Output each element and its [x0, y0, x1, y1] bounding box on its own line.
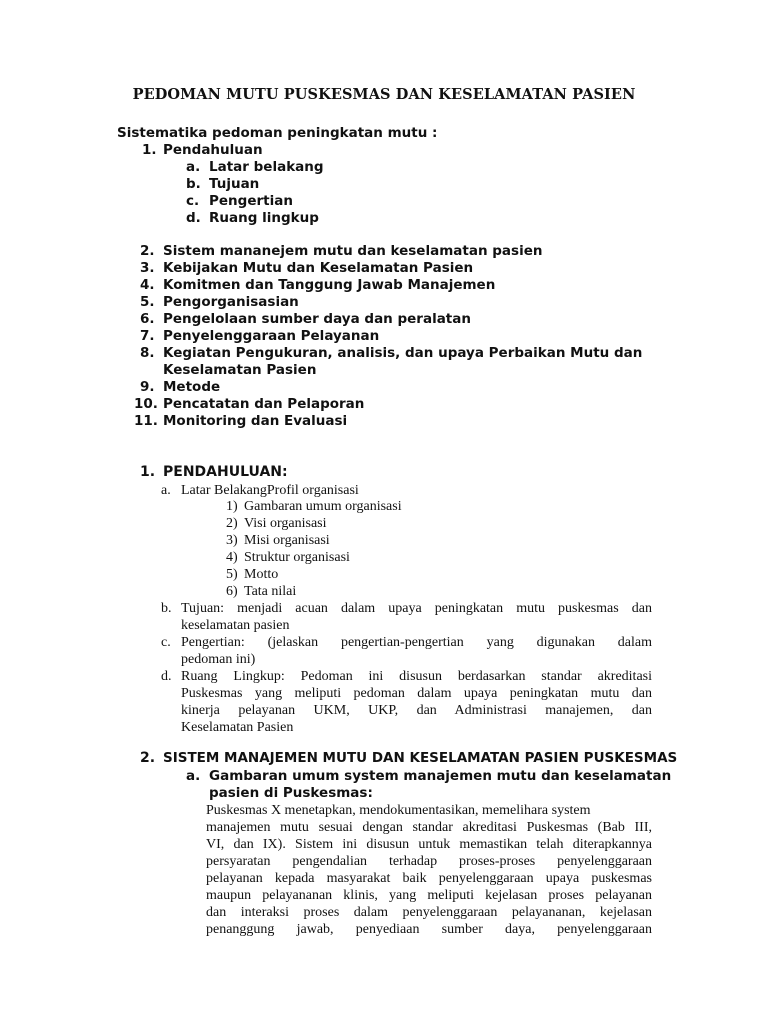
document-title: PEDOMAN MUTU PUSKESMAS DAN KESELAMATAN PASIEN [132, 86, 636, 103]
subsection-heading: pasien di Puskesmas: [209, 785, 373, 801]
outline-item: Ruang lingkup [209, 210, 319, 226]
outline-num: d. [186, 210, 201, 226]
sub-item: Visi organisasi [244, 516, 327, 531]
item-c-line: Pengertian: (jelaskan pengertian-pengertian yang digunakan dalam [181, 635, 652, 650]
outline-num: 7. [140, 328, 155, 344]
outline-num: 9. [140, 379, 155, 395]
outline-num: 2. [140, 243, 155, 259]
item-marker: d. [161, 669, 172, 684]
outline-num: 11. [134, 413, 158, 429]
item-d-line: kinerja pelayanan UKM, UKP, dan Administrasi manajemen, dan [181, 703, 652, 718]
paragraph-line: persyaratan pengendalian terhadap proses-proses penyelenggaraan [206, 854, 652, 869]
outline-item: Metode [163, 379, 221, 395]
outline-item: Pencatatan dan Pelaporan [163, 396, 365, 412]
outline-item: Komitmen dan Tanggung Jawab Manajemen [163, 277, 496, 293]
outline-num: 4. [140, 277, 155, 293]
subsection-heading: Gambaran umum system manajemen mutu dan keselamatan [209, 768, 672, 784]
sub-item: Gambaran umum organisasi [244, 499, 402, 514]
sub-item-num: 2) [226, 516, 238, 531]
sub-item-num: 4) [226, 550, 238, 565]
outline-item: Monitoring dan Evaluasi [163, 413, 348, 429]
paragraph-line: manajemen mutu sesuai dengan standar akreditasi Puskesmas (Bab III, [206, 820, 652, 835]
outline-item: Pendahuluan [163, 142, 263, 158]
outline-heading: Sistematika pedoman peningkatan mutu : [117, 125, 438, 141]
paragraph-line: dan interaksi proses dalam penyelenggaraan pelayananan, kejelasan [206, 905, 652, 920]
outline-item: Sistem mananejem mutu dan keselamatan pasien [163, 243, 543, 259]
paragraph-line: Puskesmas X menetapkan, mendokumentasikan, memelihara system [206, 803, 591, 818]
outline-num: 6. [140, 311, 155, 327]
sub-item: Misi organisasi [244, 533, 330, 548]
outline-num: 10. [134, 396, 158, 412]
sub-item-num: 5) [226, 567, 238, 582]
item-d-line: Ruang Lingkup: Pedoman ini disusun berdasarkan standar akreditasi [181, 669, 652, 684]
outline-num: 8. [140, 345, 155, 361]
outline-num: a. [186, 159, 201, 175]
outline-item: Pengorganisasian [163, 294, 299, 310]
outline-num: 3. [140, 260, 155, 276]
item-c-line: pedoman ini) [181, 652, 256, 667]
outline-item: Pengertian [209, 193, 293, 209]
outline-item: Kegiatan Pengukuran, analisis, dan upaya Perbaikan Mutu dan [163, 345, 643, 361]
item-a-label: Latar BelakangProfil organisasi [181, 483, 359, 498]
sub-item: Struktur organisasi [244, 550, 350, 565]
paragraph-line: penanggung jawab, penyediaan sumber daya, penyelenggaraan [206, 922, 652, 937]
sub-item: Motto [244, 567, 279, 582]
section-heading: SISTEM MANAJEMEN MUTU DAN KESELAMATAN PASIEN PUSKESMAS [163, 750, 678, 766]
outline-item: Pengelolaan sumber daya dan peralatan [163, 311, 471, 327]
sub-item-num: 1) [226, 499, 238, 514]
item-marker: a. [161, 483, 171, 498]
outline-num: 5. [140, 294, 155, 310]
outline-item: Kebijakan Mutu dan Keselamatan Pasien [163, 260, 474, 276]
item-b-line: Tujuan: menjadi acuan dalam upaya peningkatan mutu puskesmas dan [181, 601, 652, 616]
outline-item: Penyelenggaraan Pelayanan [163, 328, 380, 344]
section-number: 1. [140, 464, 156, 480]
outline-item: Latar belakang [209, 159, 324, 175]
item-marker: a. [186, 768, 201, 784]
item-marker: b. [161, 601, 172, 616]
paragraph-line: maupun pelayananan klinis, yang meliputi kejelasan proses pelayanan [206, 888, 652, 903]
item-b-line: keselamatan pasien [181, 618, 290, 633]
sub-item-num: 3) [226, 533, 238, 548]
sub-item-num: 6) [226, 584, 238, 599]
outline-item: Tujuan [209, 176, 260, 192]
outline-num: c. [186, 193, 200, 209]
paragraph-line: pelayanan kepada masyarakat baik penyelenggaraan upaya puskesmas [206, 871, 652, 886]
paragraph-line: VI, dan IX). Sistem ini disusun untuk memastikan telah diterapkannya [206, 837, 652, 852]
outline-num: 1. [142, 142, 157, 158]
item-d-line: Puskesmas yang meliputi pedoman dalam upaya peningkatan mutu dan [181, 686, 652, 701]
section-number: 2. [140, 750, 156, 766]
sub-item: Tata nilai [244, 584, 297, 599]
item-d-line: Keselamatan Pasien [181, 720, 294, 735]
outline-num: b. [186, 176, 201, 192]
item-marker: c. [161, 635, 171, 650]
section-heading: PENDAHULUAN: [163, 464, 288, 480]
outline-item-continuation: Keselamatan Pasien [163, 362, 317, 378]
